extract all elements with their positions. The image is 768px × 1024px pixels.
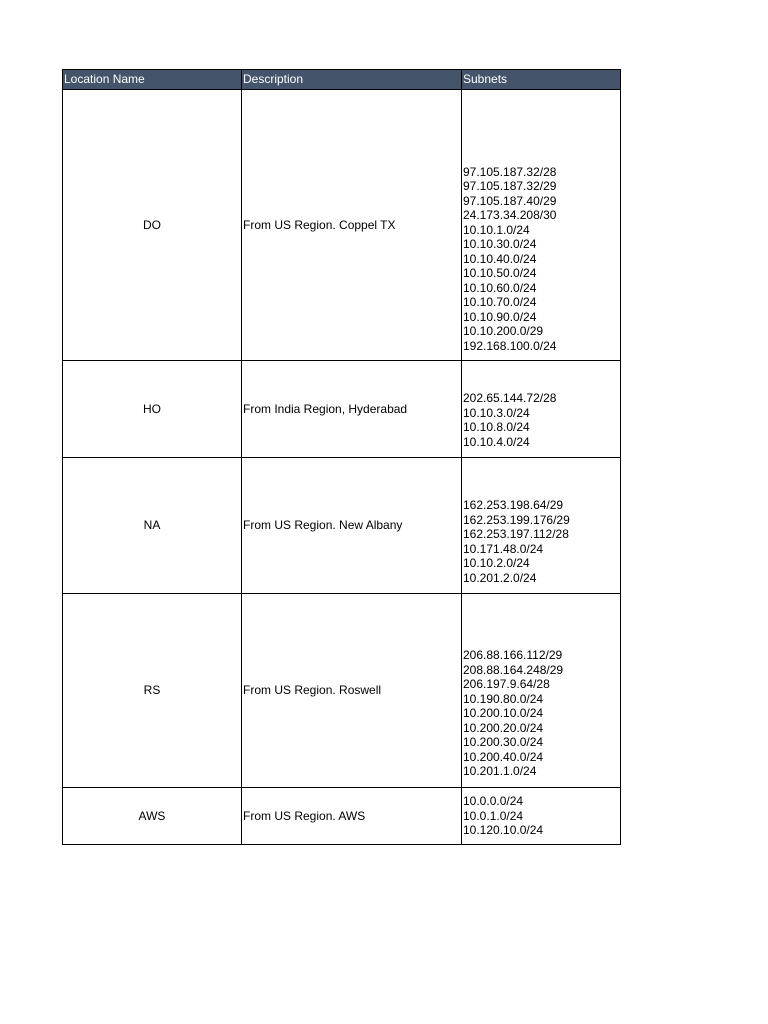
subnet-item: 10.10.90.0/24	[463, 309, 537, 324]
subnet-item: 10.10.2.0/24	[463, 556, 530, 570]
table-row	[63, 361, 621, 458]
subnet-item: 10.0.1.0/24	[463, 808, 524, 823]
location-cell[interactable]: DO	[63, 90, 242, 361]
subnet-item: 10.201.1.0/24	[463, 764, 537, 779]
subnet-item: 10.10.60.0/24	[463, 280, 537, 295]
subnet-item: 10.10.70.0/24	[463, 295, 537, 310]
location-cell[interactable]: RS	[63, 594, 242, 788]
subnet-item: 97.105.187.32/29	[463, 179, 557, 194]
subnet-list	[463, 391, 619, 449]
subnets-cell[interactable]	[462, 361, 621, 458]
table-row	[63, 90, 621, 361]
header-subnets[interactable]: Subnets	[462, 70, 621, 90]
subnet-item: 206.197.9.64/28	[463, 677, 550, 692]
subnet-list	[463, 165, 619, 354]
location-cell[interactable]: NA	[63, 458, 242, 594]
subnet-item: 10.0.0.0/24	[463, 794, 524, 809]
subnets-cell[interactable]	[462, 594, 621, 788]
subnet-item: 10.10.4.0/24	[463, 434, 530, 449]
subnet-item: 24.173.34.208/30	[463, 208, 557, 223]
header-location-name[interactable]: Location Name	[63, 70, 242, 90]
description-cell[interactable]: From US Region. AWS	[242, 788, 462, 845]
description-cell[interactable]: From US Region. Roswell	[242, 594, 462, 788]
header-description[interactable]: Description	[242, 70, 462, 90]
subnet-item: 10.201.2.0/24	[463, 570, 537, 585]
subnet-item: 10.171.48.0/24	[463, 541, 544, 556]
subnet-item: 10.10.8.0/24	[463, 420, 530, 434]
location-cell[interactable]: AWS	[63, 788, 242, 845]
subnet-list	[463, 794, 619, 838]
subnet-item: 206.88.166.112/29	[463, 648, 563, 663]
subnet-list	[463, 648, 619, 779]
description-cell[interactable]: From India Region, Hyderabad	[242, 361, 462, 458]
location-cell[interactable]: HO	[63, 361, 242, 458]
subnet-item: 10.10.1.0/24	[463, 222, 530, 237]
subnet-item: 10.200.30.0/24	[463, 735, 544, 750]
subnet-item: 10.200.10.0/24	[463, 706, 544, 721]
subnet-item: 97.105.187.32/28	[463, 164, 557, 179]
subnet-item: 10.200.40.0/24	[463, 749, 544, 764]
subnets-cell[interactable]	[462, 458, 621, 594]
subnet-item: 162.253.199.176/29	[463, 512, 570, 527]
subnet-list	[463, 498, 619, 585]
subnet-item: 10.120.10.0/24	[463, 823, 544, 838]
subnet-item: 10.10.30.0/24	[463, 237, 537, 252]
subnet-item: 10.10.50.0/24	[463, 266, 537, 281]
locations-table	[62, 69, 621, 845]
table-row	[63, 594, 621, 788]
subnets-cell[interactable]	[462, 788, 621, 845]
table-row	[63, 788, 621, 845]
header-row	[63, 70, 621, 90]
subnet-item: 202.65.144.72/28	[463, 391, 557, 405]
subnet-item: 192.168.100.0/24	[463, 338, 557, 353]
subnet-item: 10.190.80.0/24	[463, 691, 544, 706]
subnet-item: 208.88.164.248/29	[463, 662, 564, 677]
subnet-item: 97.105.187.40/29	[463, 193, 557, 208]
description-cell[interactable]: From US Region. Coppel TX	[242, 90, 462, 361]
subnet-item: 10.10.40.0/24	[463, 251, 537, 266]
subnet-item: 10.200.20.0/24	[463, 720, 544, 735]
subnet-item: 10.10.3.0/24	[463, 405, 530, 420]
subnet-item: 162.253.198.64/29	[463, 498, 564, 512]
subnet-item: 10.10.200.0/29	[463, 324, 544, 339]
table-row	[63, 458, 621, 594]
subnets-cell[interactable]	[462, 90, 621, 361]
description-cell[interactable]: From US Region. New Albany	[242, 458, 462, 594]
subnet-item: 162.253.197.112/28	[463, 527, 569, 541]
